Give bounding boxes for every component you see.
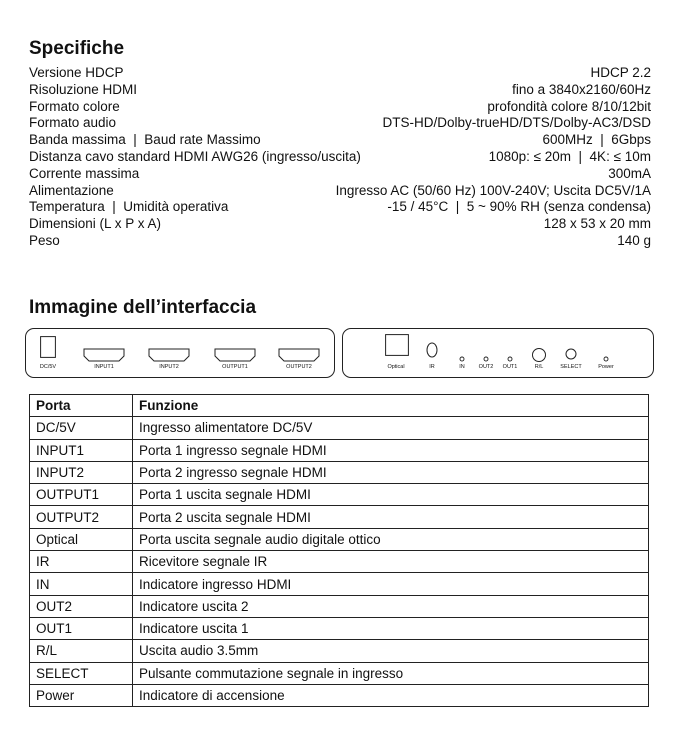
spec-value: 140 g	[617, 232, 651, 248]
table-cell-port: INPUT2	[30, 461, 133, 483]
led-indicator-icon	[507, 356, 513, 362]
table-row	[30, 439, 649, 461]
select-button-icon	[564, 347, 578, 361]
spec-row	[29, 166, 651, 183]
table-cell-port: OUTPUT2	[30, 506, 133, 528]
table-cell-port: INPUT1	[30, 439, 133, 461]
table-row	[30, 417, 649, 439]
spec-value: DTS-HD/Dolby-trueHD/DTS/Dolby-AC3/DSD	[382, 115, 651, 131]
port-label-select: SELECT	[560, 364, 582, 370]
hdmi-port-icon	[278, 348, 320, 362]
table-cell-function: Indicatore di accensione	[133, 684, 649, 706]
table-cell-port: IN	[30, 573, 133, 595]
spec-value: 600MHz | 6Gbps	[542, 132, 651, 148]
port-label-rl: R/L	[534, 364, 544, 370]
spec-label: Temperatura | Umidità operativa	[29, 199, 229, 215]
table-row	[30, 528, 649, 550]
hdmi-port-icon	[214, 348, 256, 362]
spec-value: HDCP 2.2	[590, 65, 651, 80]
port-label-out2: OUT2	[478, 364, 494, 370]
spec-label: Distanza cavo standard HDMI AWG26 (ingresso/uscita)	[29, 148, 361, 164]
table-cell-function: Porta 1 ingresso segnale HDMI	[133, 439, 649, 461]
port-label-in: IN	[459, 364, 465, 370]
spec-label: Formato audio	[29, 115, 117, 131]
table-cell-port: Power	[30, 684, 133, 706]
spec-value: -15 / 45°C | 5 ~ 90% RH (senza condensa)	[387, 199, 651, 215]
table-row	[30, 595, 649, 617]
port-label-output2: OUTPUT2	[286, 364, 312, 370]
table-cell-function: Porta uscita segnale audio digitale ottico	[133, 528, 649, 550]
spec-row	[29, 199, 651, 216]
table-cell-function: Porta 1 uscita segnale HDMI	[133, 484, 649, 506]
device-panel-right	[342, 328, 654, 378]
table-row	[30, 506, 649, 528]
specs-title: Specifiche	[29, 38, 125, 59]
table-row	[30, 461, 649, 483]
spec-value: 300mA	[608, 165, 651, 181]
table-row	[30, 484, 649, 506]
table-cell-port: SELECT	[30, 662, 133, 684]
spec-row	[29, 233, 651, 250]
spec-row	[29, 183, 651, 200]
spec-row	[29, 149, 651, 166]
spec-row	[29, 82, 651, 99]
table-cell-function: Indicatore uscita 1	[133, 617, 649, 639]
optical-port-icon	[385, 334, 409, 356]
led-indicator-icon	[459, 356, 465, 362]
spec-row	[29, 65, 651, 82]
port-label-power: Power	[598, 364, 614, 370]
table-cell-port: R/L	[30, 640, 133, 662]
spec-row	[29, 216, 651, 233]
table-cell-function: Porta 2 ingresso segnale HDMI	[133, 461, 649, 483]
spec-label: Formato colore	[29, 98, 120, 114]
table-row	[30, 617, 649, 639]
port-label-output1: OUTPUT1	[222, 364, 248, 370]
table-header-row	[30, 395, 649, 417]
port-label-optical: Optical	[387, 364, 405, 370]
table-cell-port: Optical	[30, 528, 133, 550]
table-header-porta: Porta	[30, 395, 133, 417]
dc-port-icon	[40, 336, 56, 358]
table-cell-function: Ingresso alimentatore DC/5V	[133, 417, 649, 439]
table-header-funzione: Funzione	[133, 395, 649, 417]
spec-label: Risoluzione HDMI	[29, 81, 138, 97]
spec-row	[29, 132, 651, 149]
port-label-input1: INPUT1	[94, 364, 114, 370]
spec-value: 128 x 53 x 20 mm	[543, 216, 651, 232]
spec-label: Corrente massima	[29, 165, 140, 181]
spec-value: Ingresso AC (50/60 Hz) 100V-240V; Uscita DC5V/1A	[335, 182, 651, 198]
hdmi-port-icon	[83, 348, 125, 362]
table-cell-function: Indicatore ingresso HDMI	[133, 573, 649, 595]
spec-row	[29, 99, 651, 116]
table-row	[30, 640, 649, 662]
specs-list	[29, 65, 651, 250]
port-label-ir: IR	[429, 364, 435, 370]
table-cell-port: IR	[30, 551, 133, 573]
spec-row	[29, 115, 651, 132]
ports-table	[29, 394, 649, 707]
spec-label: Alimentazione	[29, 182, 114, 198]
spec-value: profondità colore 8/10/12bit	[487, 98, 651, 114]
spec-label: Versione HDCP	[29, 65, 124, 80]
spec-label: Dimensioni (L x P x A)	[29, 216, 162, 232]
table-cell-port: OUT1	[30, 617, 133, 639]
table-cell-function: Uscita audio 3.5mm	[133, 640, 649, 662]
spec-value: 1080p: ≤ 20m | 4K: ≤ 10m	[488, 148, 651, 164]
port-label-out1: OUT1	[502, 364, 518, 370]
audio-jack-icon	[531, 347, 547, 363]
port-label-input2: INPUT2	[159, 364, 179, 370]
table-cell-function: Ricevitore segnale IR	[133, 551, 649, 573]
table-row	[30, 684, 649, 706]
power-led-icon	[603, 356, 609, 362]
table-cell-port: OUTPUT1	[30, 484, 133, 506]
port-label-dc5v: DC/5V	[39, 364, 57, 370]
spec-label: Banda massima | Baud rate Massimo	[29, 132, 261, 148]
table-cell-function: Indicatore uscita 2	[133, 595, 649, 617]
spec-label: Peso	[29, 232, 60, 248]
table-row	[30, 662, 649, 684]
device-panel-left	[25, 328, 335, 378]
interface-title: Immagine dell’interfaccia	[29, 297, 257, 318]
led-indicator-icon	[483, 356, 489, 362]
table-cell-function: Pulsante commutazione segnale in ingresso	[133, 662, 649, 684]
table-cell-function: Porta 2 uscita segnale HDMI	[133, 506, 649, 528]
spec-value: fino a 3840x2160/60Hz	[512, 81, 651, 97]
ir-receiver-icon	[426, 342, 438, 358]
table-row	[30, 551, 649, 573]
table-cell-port: OUT2	[30, 595, 133, 617]
table-row	[30, 573, 649, 595]
hdmi-port-icon	[148, 348, 190, 362]
table-cell-port: DC/5V	[30, 417, 133, 439]
